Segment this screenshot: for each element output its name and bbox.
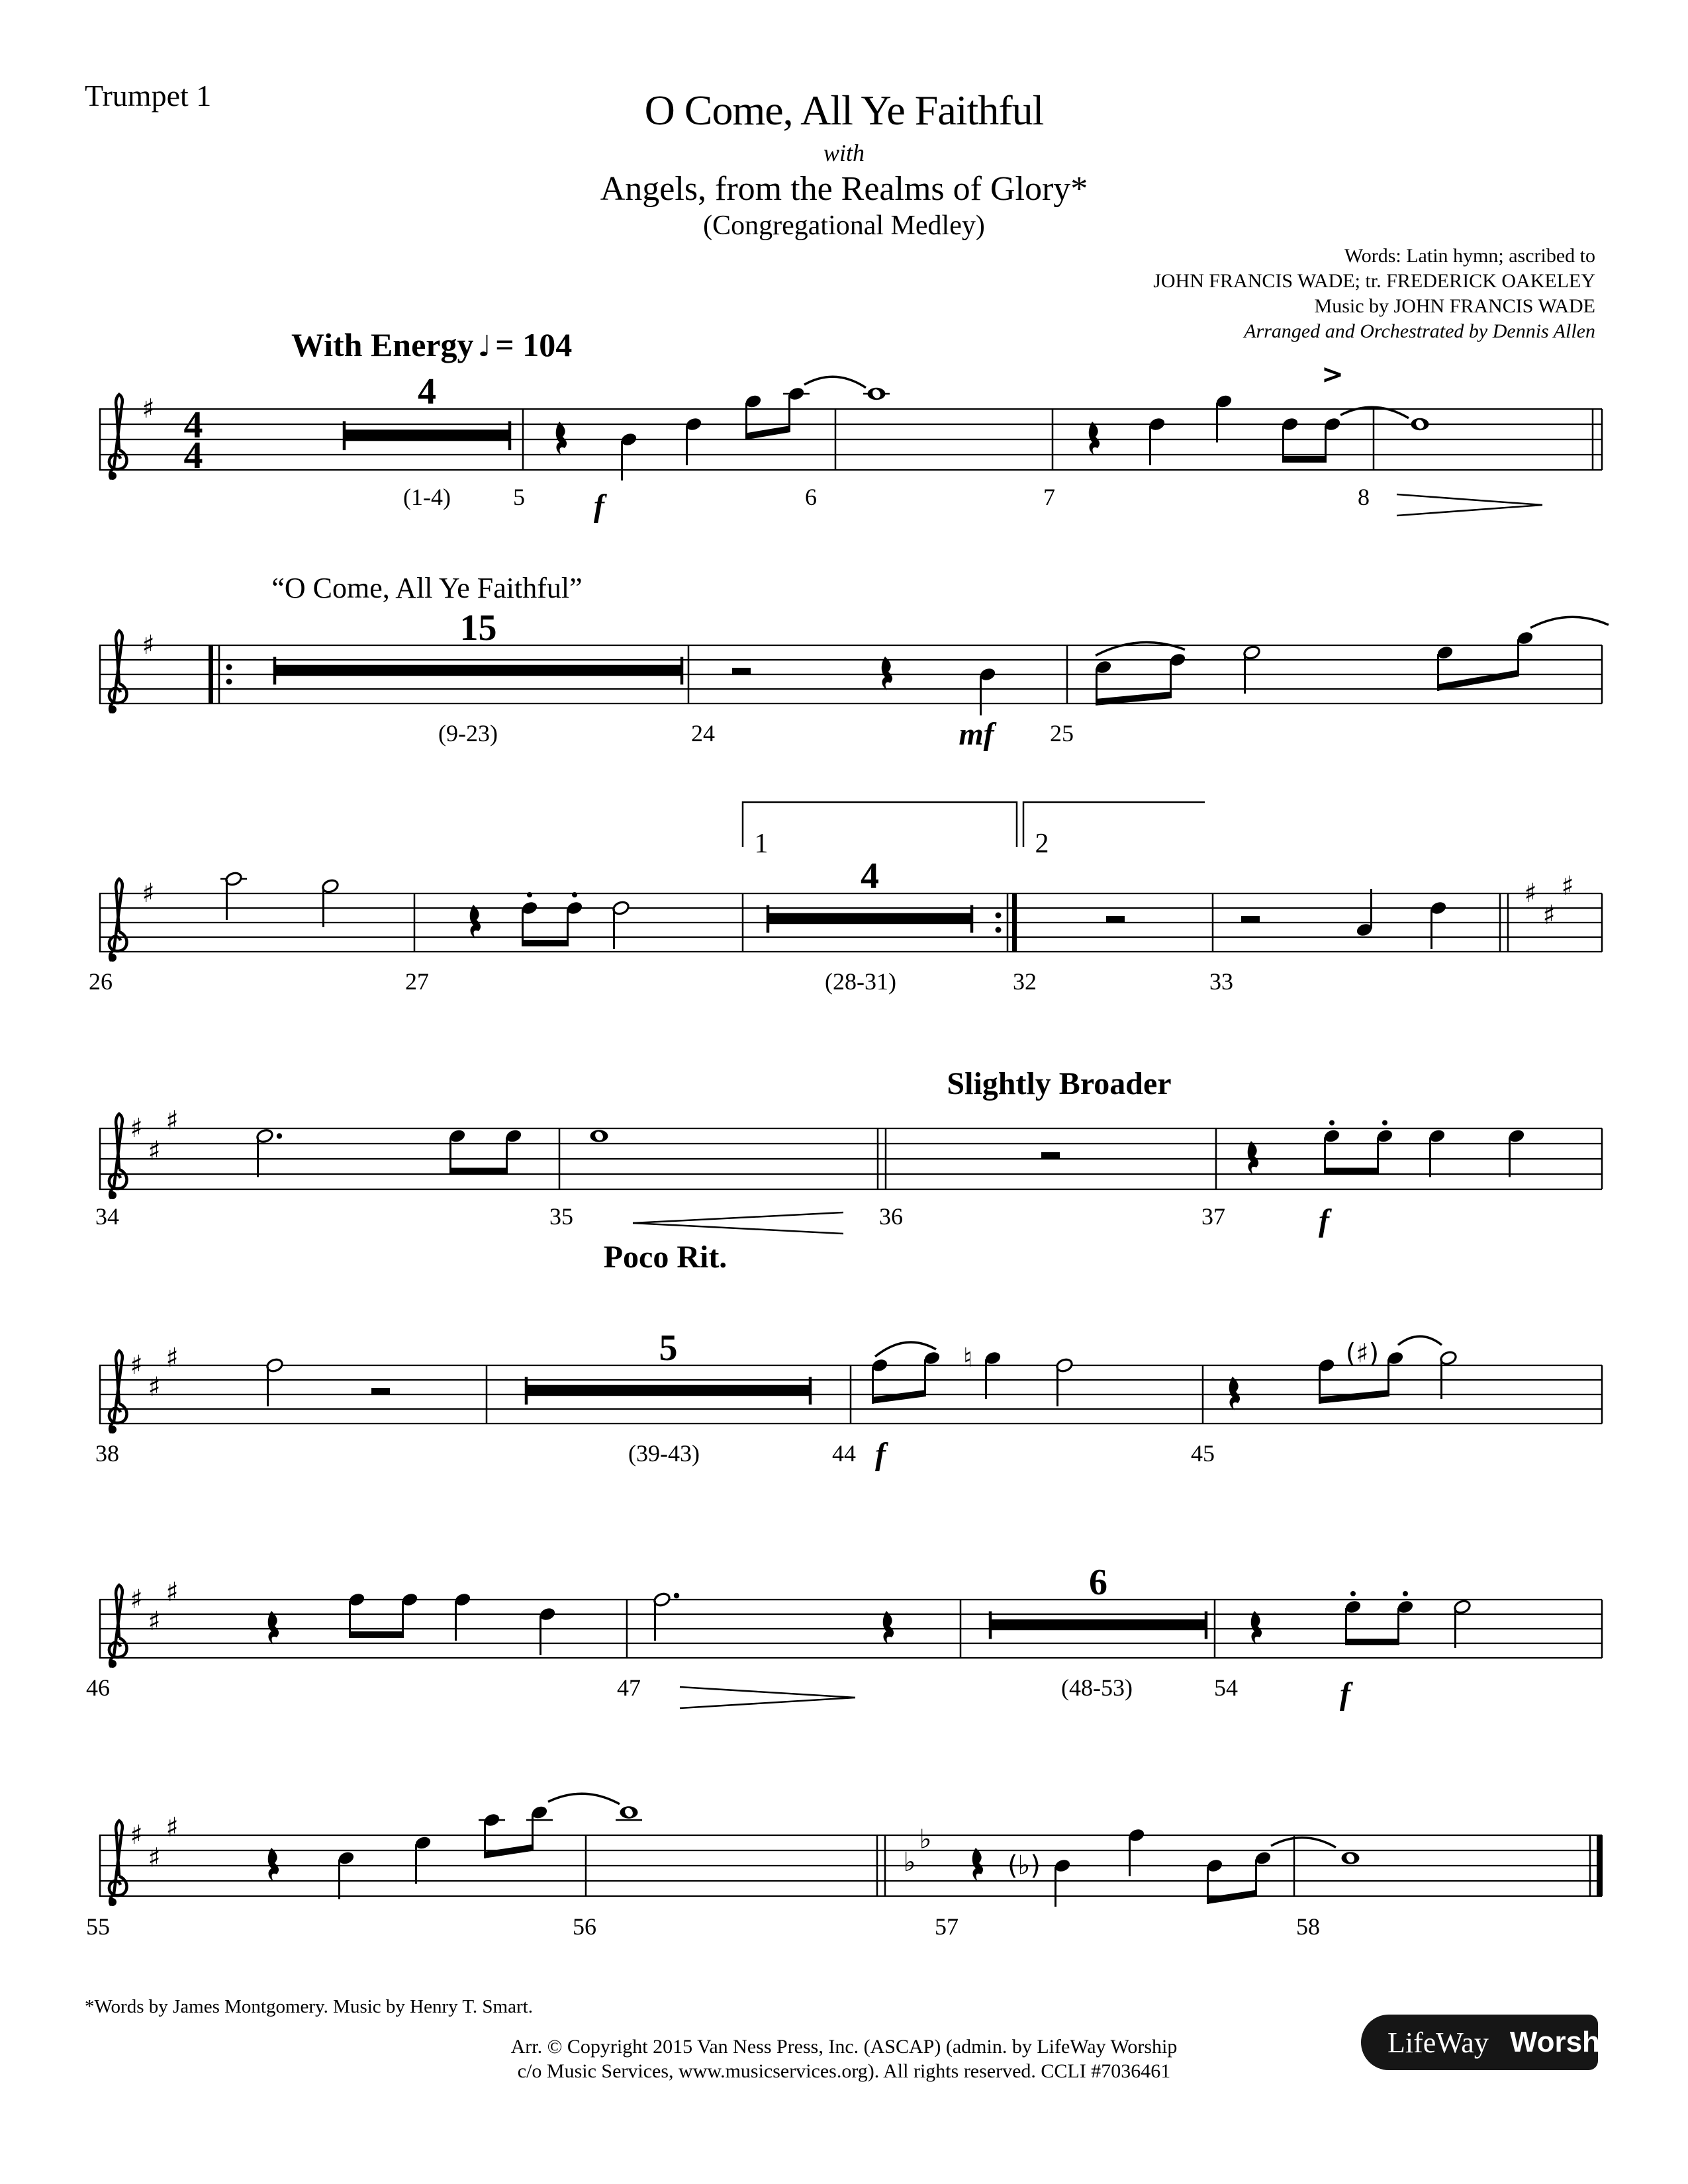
- key-change-accidental: ♭: [919, 1824, 932, 1855]
- dynamic-marking: f: [1340, 1676, 1350, 1711]
- key-signature-accidental: ♯: [148, 1372, 161, 1402]
- dynamic-marking: mf: [959, 717, 994, 752]
- key-change-accidental: ♯: [1524, 878, 1537, 909]
- measure-number-label: 27: [405, 968, 429, 995]
- footnote: *Words by James Montgomery. Music by Henry T. Smart.: [85, 1996, 533, 2017]
- part-name: Trumpet 1: [85, 79, 212, 113]
- slur: [804, 377, 866, 388]
- measure-number-label: 38: [95, 1440, 119, 1467]
- with-text: with: [823, 140, 865, 166]
- quarter-rest: [1251, 1611, 1262, 1645]
- key-signature-accidental: ♯: [142, 878, 155, 909]
- lifeway-worship-logo: [1361, 2015, 1626, 2070]
- measure-number-label: 37: [1201, 1203, 1225, 1230]
- key-signature-accidental: ♯: [130, 1113, 143, 1144]
- measure-number-label: 44: [832, 1440, 856, 1467]
- measure-number-label: 6: [805, 484, 817, 510]
- multirest-count: 4: [861, 856, 879, 897]
- tempo-label: With Energy: [291, 326, 474, 363]
- staff-system-3: [89, 802, 1602, 995]
- key-signature-accidental: ♯: [165, 1105, 179, 1136]
- measure-number-label: 55: [86, 1913, 110, 1940]
- credit-music: Music by JOHN FRANCIS WADE: [1314, 295, 1595, 317]
- measure-number-label: (1-4): [403, 484, 451, 510]
- dynamic-marking: f: [1319, 1203, 1329, 1238]
- key-signature-accidental: ♯: [165, 1812, 179, 1843]
- multirest-count: 15: [459, 608, 497, 649]
- key-signature-accidental: ♯: [130, 1350, 143, 1381]
- quarter-rest: [1248, 1141, 1258, 1175]
- measure-number-label: 54: [1214, 1674, 1238, 1701]
- half-rest: [1041, 1152, 1060, 1159]
- volta-bracket: [743, 802, 1017, 847]
- accidental: (♭): [1007, 1850, 1041, 1881]
- dynamic-marking: f: [594, 488, 604, 523]
- time-signature-numerator: 4: [183, 403, 203, 446]
- credit-arranger: Arranged and Orchestrated by Dennis Allen: [1244, 320, 1595, 342]
- key-change-accidental: ♭: [903, 1847, 916, 1878]
- song-subtitle: Angels, from the Realms of Glory*: [600, 170, 1088, 208]
- credit-authors: JOHN FRANCIS WADE; tr. FREDERICK OAKELEY: [1153, 270, 1595, 292]
- volta-bracket: [1023, 802, 1205, 847]
- measure-number-label: 32: [1013, 968, 1037, 995]
- credit-words: Words: Latin hymn; ascribed to: [1344, 245, 1595, 267]
- copyright-line-2: c/o Music Services, www.musicservices.org). All rights reserved. CCLI #7036461: [517, 2060, 1171, 2082]
- key-signature-accidental: ♯: [142, 630, 155, 660]
- accidental: (♯): [1345, 1338, 1380, 1369]
- key-signature-accidental: ♯: [148, 1606, 161, 1637]
- quarter-rest: [1089, 422, 1100, 455]
- key-signature-accidental: ♯: [130, 1584, 143, 1615]
- key-signature-accidental: ♯: [130, 1820, 143, 1850]
- multirest-bar: [768, 913, 972, 925]
- slur: [875, 1342, 936, 1357]
- multirest-count: 4: [418, 371, 436, 412]
- song-title: O Come, All Ye Faithful: [644, 87, 1044, 134]
- staff-system-7: [86, 1794, 1603, 1940]
- section-heading: “O Come, All Ye Faithful”: [271, 572, 583, 604]
- quarter-rest: [972, 1848, 983, 1882]
- key-signature-accidental: ♯: [165, 1577, 179, 1608]
- slur: [1271, 1838, 1336, 1848]
- multirest-bar: [526, 1385, 810, 1396]
- key-change-accidental: ♯: [1561, 871, 1574, 901]
- quarter-rest: [1229, 1377, 1240, 1410]
- measure-number-label: 46: [86, 1674, 110, 1701]
- key-signature-accidental: ♯: [148, 1136, 161, 1167]
- time-signature-denominator: 4: [183, 433, 203, 477]
- multirest-count: 5: [659, 1328, 678, 1369]
- measure-number-label: 58: [1296, 1913, 1320, 1940]
- logo-worship: Worship: [1509, 2026, 1626, 2058]
- staff-system-2: [99, 572, 1609, 752]
- key-signature-accidental: ♯: [148, 1843, 161, 1874]
- quarter-rest: [268, 1848, 279, 1882]
- measure-number-label: 34: [95, 1203, 119, 1230]
- measure-number-label: 25: [1050, 720, 1074, 747]
- staff-system-4: [95, 1066, 1602, 1275]
- slur: [1530, 617, 1609, 627]
- section-heading: Slightly Broader: [947, 1066, 1172, 1101]
- measure-number-label: 47: [617, 1674, 641, 1701]
- key-signature-accidental: ♯: [142, 394, 155, 424]
- volta-number: 2: [1035, 829, 1049, 859]
- measure-number-label: (39-43): [628, 1440, 700, 1467]
- multirest-bar: [344, 430, 510, 441]
- medley-label: (Congregational Medley): [703, 210, 985, 241]
- half-rest: [732, 668, 751, 674]
- quarter-note-icon: ♩: [477, 330, 492, 363]
- slur: [548, 1794, 620, 1804]
- half-rest: [1241, 916, 1260, 923]
- accent-mark: >: [1321, 359, 1344, 390]
- staff-system-1: [99, 359, 1602, 523]
- measure-number-label: 57: [935, 1913, 959, 1940]
- multirest-bar: [990, 1619, 1206, 1631]
- measure-number-label: 5: [513, 484, 525, 510]
- half-rest: [1106, 916, 1125, 923]
- measure-number-label: 36: [879, 1203, 903, 1230]
- measure-number-label: 24: [691, 720, 715, 747]
- measure-number-label: (48-53): [1061, 1674, 1133, 1701]
- measure-number-label: 35: [549, 1203, 573, 1230]
- accidental: ♮: [962, 1343, 973, 1373]
- quarter-rest: [556, 422, 567, 455]
- key-signature-accidental: ♯: [165, 1343, 179, 1373]
- staff-system-5: [95, 1328, 1602, 1472]
- section-heading: Poco Rit.: [603, 1240, 727, 1275]
- quarter-rest: [882, 657, 892, 690]
- quarter-rest: [883, 1611, 894, 1645]
- staff-system-6: [86, 1562, 1602, 1711]
- logo-lifeway: LifeWay: [1387, 2026, 1489, 2059]
- quarter-rest: [268, 1611, 279, 1645]
- dynamic-marking: f: [875, 1437, 886, 1472]
- measure-number-label: (9-23): [438, 720, 498, 747]
- tempo-value: = 104: [495, 326, 573, 363]
- measure-number-label: 56: [573, 1913, 596, 1940]
- multirest-bar: [275, 665, 682, 676]
- measure-number-label: 45: [1191, 1440, 1215, 1467]
- measure-number-label: 26: [89, 968, 113, 995]
- measure-number-label: (28-31): [825, 968, 896, 995]
- key-change-accidental: ♯: [1542, 900, 1556, 931]
- multirest-count: 6: [1089, 1562, 1107, 1603]
- measure-number-label: 7: [1043, 484, 1055, 510]
- slur: [1398, 1336, 1442, 1345]
- half-rest: [371, 1388, 390, 1394]
- quarter-rest: [470, 905, 481, 938]
- copyright-line-1: Arr. © Copyright 2015 Van Ness Press, Inc. (ASCAP) (admin. by LifeWay Worship: [510, 2036, 1178, 2058]
- slur: [1096, 642, 1185, 655]
- volta-number: 1: [754, 829, 769, 859]
- measure-number-label: 33: [1209, 968, 1233, 995]
- measure-number-label: 8: [1358, 484, 1370, 510]
